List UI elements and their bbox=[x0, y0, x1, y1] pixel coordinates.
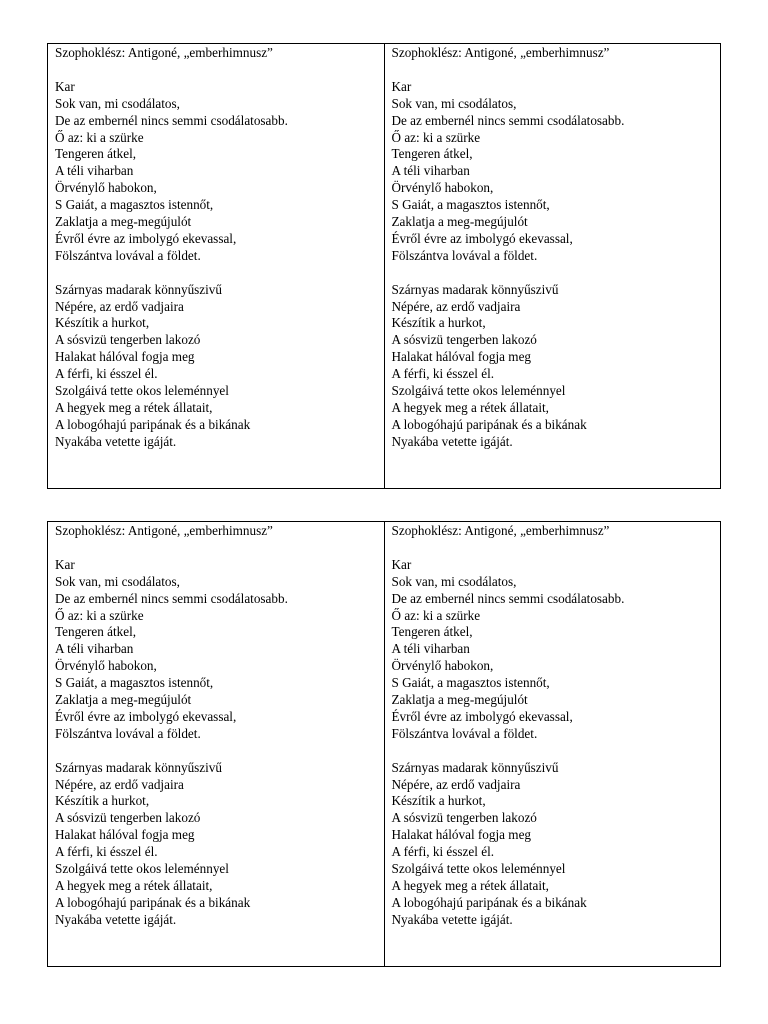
verse-line: A férfi, ki ésszel él. bbox=[391, 844, 495, 860]
poem-card bbox=[384, 522, 721, 967]
verse-line: A sósvizü tengerben lakozó bbox=[391, 810, 537, 826]
card-table-bottom bbox=[47, 521, 721, 967]
verse-line: Fölszántva lovával a földet. bbox=[391, 725, 538, 741]
verse-line: A téli viharban bbox=[55, 163, 134, 179]
blank-line bbox=[392, 540, 714, 557]
verse-line: De az embernél nincs semmi csodálatosabb. bbox=[55, 112, 288, 128]
verse-line: Nyakába vetette igáját. bbox=[55, 911, 177, 927]
verse-line: Nyakába vetette igáját. bbox=[391, 911, 513, 927]
verse-line: A sósvizü tengerben lakozó bbox=[55, 810, 201, 826]
verse-line: A lobogóhajú paripának és a bikának bbox=[391, 894, 587, 910]
card-row bbox=[48, 44, 721, 489]
verse-line: Szolgáivá tette okos leleménnyel bbox=[391, 861, 566, 877]
verse-line: A téli viharban bbox=[391, 163, 470, 179]
verse-line: Sok van, mi csodálatos, bbox=[391, 573, 517, 589]
speaker-label: Kar bbox=[391, 78, 412, 94]
verse-line: Nyakába vetette igáját. bbox=[391, 433, 513, 449]
verse-line: A lobogóhajú paripának és a bikának bbox=[55, 416, 251, 432]
verse-line: A téli viharban bbox=[391, 641, 470, 657]
verse-line: A téli viharban bbox=[55, 641, 134, 657]
verse-line: S Gaiát, a magasztos istennőt, bbox=[55, 197, 214, 213]
verse-line: Ő az: ki a szürke bbox=[391, 607, 481, 623]
verse-line: Szárnyas madarak könnyűszivű bbox=[55, 759, 222, 775]
verse-line: Népére, az erdő vadjaira bbox=[391, 776, 521, 792]
blank-line bbox=[392, 265, 714, 282]
speaker-label: Kar bbox=[391, 556, 412, 572]
verse-line: Nyakába vetette igáját. bbox=[55, 433, 177, 449]
verse-line: Népére, az erdő vadjaira bbox=[55, 298, 184, 314]
verse-line: Ő az: ki a szürke bbox=[391, 129, 481, 145]
verse-line: Halakat hálóval fogja meg bbox=[391, 827, 532, 843]
blank-line bbox=[392, 743, 714, 760]
verse-line: Szárnyas madarak könnyűszivű bbox=[391, 759, 559, 775]
verse-line: Tengeren átkel, bbox=[391, 624, 473, 640]
poem-title: Szophoklész: Antigoné, „emberhimnusz” bbox=[391, 45, 610, 60]
verse-line: A hegyek meg a rétek állatait, bbox=[55, 400, 213, 415]
verse-line: Fölszántva lovával a földet. bbox=[391, 247, 538, 263]
verse-line: Sok van, mi csodálatos, bbox=[391, 95, 517, 111]
verse-line: S Gaiát, a magasztos istennőt, bbox=[391, 675, 550, 691]
verse-line: S Gaiát, a magasztos istennőt, bbox=[391, 197, 550, 213]
verse-line: De az embernél nincs semmi csodálatosabb. bbox=[391, 590, 625, 606]
verse-line: A hegyek meg a rétek állatait, bbox=[391, 400, 549, 415]
verse-line: Örvénylő habokon, bbox=[55, 180, 157, 196]
verse-line: Zaklatja a meg-megújulót bbox=[391, 692, 528, 708]
verse-line: A férfi, ki ésszel él. bbox=[55, 366, 158, 382]
blank-line bbox=[55, 265, 377, 282]
verse-line: De az embernél nincs semmi csodálatosabb. bbox=[55, 590, 288, 606]
verse-line: Tengeren átkel, bbox=[391, 146, 473, 162]
verse-line: Készítik a hurkot, bbox=[55, 315, 150, 331]
verse-line: Népére, az erdő vadjaira bbox=[55, 776, 184, 792]
verse-line: Készítik a hurkot, bbox=[55, 793, 150, 809]
verse-line: A férfi, ki ésszel él. bbox=[55, 844, 158, 860]
verse-line: Fölszántva lovával a földet. bbox=[55, 725, 201, 741]
verse-line: Sok van, mi csodálatos, bbox=[55, 573, 180, 589]
poem-card bbox=[384, 44, 721, 489]
verse-line: Népére, az erdő vadjaira bbox=[391, 298, 521, 314]
blank-line bbox=[55, 540, 377, 557]
blank-line bbox=[392, 62, 714, 79]
verse-line: Örvénylő habokon, bbox=[55, 658, 157, 674]
verse-line: A hegyek meg a rétek állatait, bbox=[55, 878, 213, 893]
blank-line bbox=[55, 62, 377, 79]
verse-line: Készítik a hurkot, bbox=[391, 793, 486, 809]
verse-line: A férfi, ki ésszel él. bbox=[391, 366, 495, 382]
verse-line: Halakat hálóval fogja meg bbox=[391, 349, 532, 365]
verse-line: Szolgáivá tette okos leleménnyel bbox=[55, 861, 229, 877]
verse-line: S Gaiát, a magasztos istennőt, bbox=[55, 675, 214, 691]
verse-line: Zaklatja a meg-megújulót bbox=[55, 692, 192, 708]
verse-line: Tengeren átkel, bbox=[55, 146, 137, 162]
verse-line: De az embernél nincs semmi csodálatosabb. bbox=[391, 112, 625, 128]
poem-title: Szophoklész: Antigoné, „emberhimnusz” bbox=[55, 523, 273, 538]
verse-line: Évről évre az imbolygó ekevassal, bbox=[55, 230, 237, 246]
verse-line: Készítik a hurkot, bbox=[391, 315, 486, 331]
verse-line: Ő az: ki a szürke bbox=[55, 607, 144, 623]
verse-line: Örvénylő habokon, bbox=[391, 180, 494, 196]
poem-card bbox=[48, 44, 385, 489]
verse-line: Zaklatja a meg-megújulót bbox=[391, 214, 528, 230]
blank-line bbox=[55, 743, 377, 760]
verse-line: Örvénylő habokon, bbox=[391, 658, 494, 674]
poem-card bbox=[48, 522, 385, 967]
verse-line: Tengeren átkel, bbox=[55, 624, 137, 640]
card-row bbox=[48, 522, 721, 967]
card-table-top bbox=[47, 43, 721, 489]
verse-line: Szolgáivá tette okos leleménnyel bbox=[55, 383, 229, 399]
verse-line: A lobogóhajú paripának és a bikának bbox=[55, 894, 251, 910]
verse-line: A sósvizü tengerben lakozó bbox=[391, 332, 537, 348]
verse-line: Szárnyas madarak könnyűszivű bbox=[55, 281, 222, 297]
verse-line: A lobogóhajú paripának és a bikának bbox=[391, 416, 587, 432]
verse-line: Zaklatja a meg-megújulót bbox=[55, 214, 192, 230]
verse-line: Ő az: ki a szürke bbox=[55, 129, 144, 145]
verse-line: A sósvizü tengerben lakozó bbox=[55, 332, 201, 348]
poem-title: Szophoklész: Antigoné, „emberhimnusz” bbox=[391, 523, 610, 538]
speaker-label: Kar bbox=[55, 78, 75, 94]
verse-line: Halakat hálóval fogja meg bbox=[55, 349, 195, 365]
poem-title: Szophoklész: Antigoné, „emberhimnusz” bbox=[55, 45, 273, 60]
verse-line: Évről évre az imbolygó ekevassal, bbox=[391, 708, 573, 724]
verse-line: Szolgáivá tette okos leleménnyel bbox=[391, 383, 566, 399]
verse-line: Évről évre az imbolygó ekevassal, bbox=[55, 708, 237, 724]
verse-line: Szárnyas madarak könnyűszivű bbox=[391, 281, 559, 297]
verse-line: Fölszántva lovával a földet. bbox=[55, 247, 201, 263]
verse-line: Sok van, mi csodálatos, bbox=[55, 95, 180, 111]
verse-line: Évről évre az imbolygó ekevassal, bbox=[391, 230, 573, 246]
speaker-label: Kar bbox=[55, 556, 75, 572]
verse-line: Halakat hálóval fogja meg bbox=[55, 827, 195, 843]
verse-line: A hegyek meg a rétek állatait, bbox=[391, 878, 549, 893]
